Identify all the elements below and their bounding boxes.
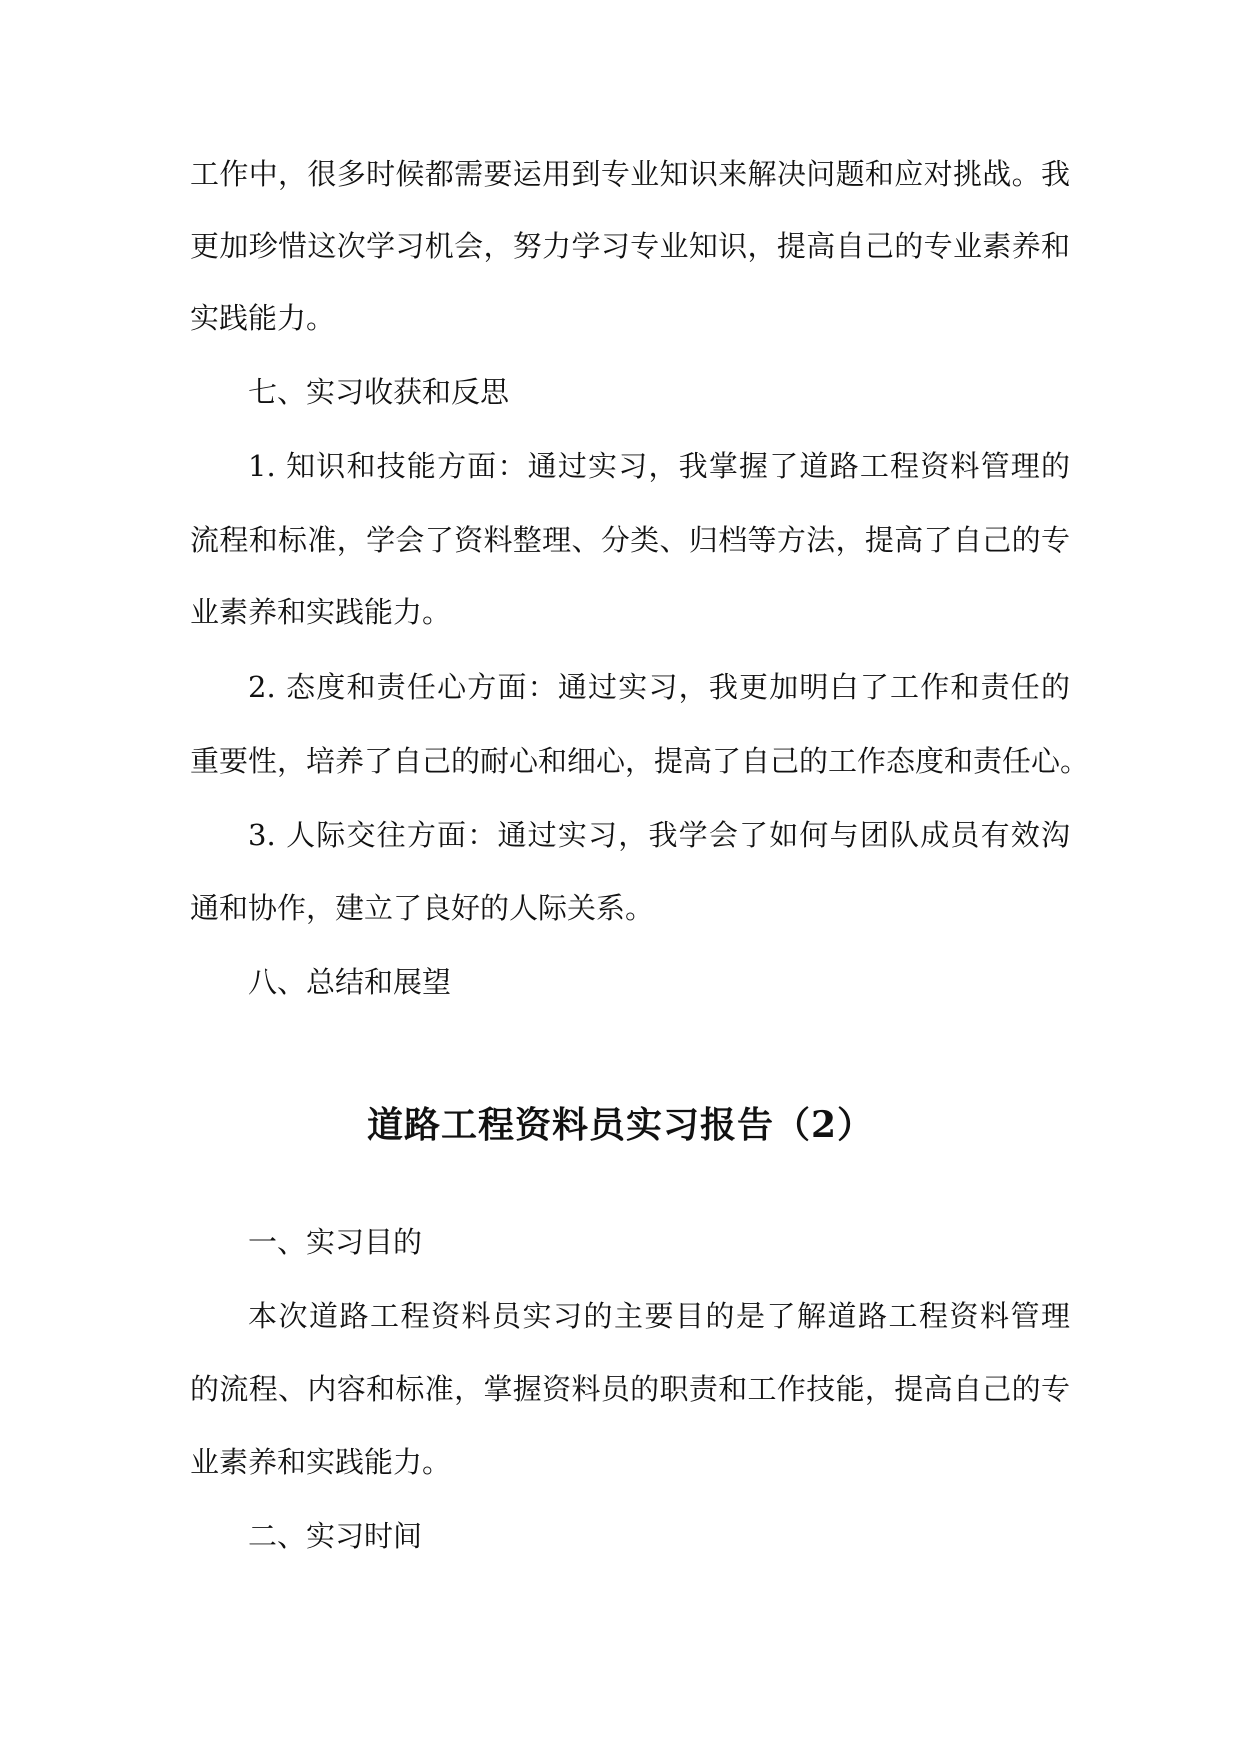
list-item-2: 2. 态度和责任心方面：通过实习，我更加明白了工作和责任的 — [248, 670, 1070, 704]
paragraph-line: 重要性，培养了自己的耐心和细心，提高了自己的工作态度和责任心。 — [190, 744, 1090, 778]
report-title: 道路工程资料员实习报告（2） — [366, 1104, 875, 1146]
paragraph-line: 业素养和实践能力。 — [190, 595, 452, 629]
paragraph-line: 的流程、内容和标准，掌握资料员的职责和工作技能，提高自己的专 — [190, 1372, 1070, 1406]
list-item-1: 1. 知识和技能方面：通过实习，我掌握了道路工程资料管理的 — [248, 449, 1070, 483]
section-heading-2: 二、实习时间 — [248, 1519, 423, 1553]
paragraph-line: 流程和标准，学会了资料整理、分类、归档等方法，提高了自己的专 — [190, 523, 1070, 557]
paragraph-line: 通和协作，建立了良好的人际关系。 — [190, 891, 655, 925]
section-heading-8: 八、总结和展望 — [248, 965, 452, 999]
paragraph-line: 本次道路工程资料员实习的主要目的是了解道路工程资料管理 — [248, 1299, 1070, 1333]
paragraph-line: 业素养和实践能力。 — [190, 1445, 452, 1479]
list-item-3: 3. 人际交往方面：通过实习，我学会了如何与团队成员有效沟 — [248, 818, 1070, 852]
section-heading-7: 七、实习收获和反思 — [248, 375, 510, 409]
paragraph-line: 工作中，很多时候都需要运用到专业知识来解决问题和应对挑战。我 — [190, 157, 1070, 191]
section-heading-1: 一、实习目的 — [248, 1225, 423, 1259]
paragraph-line: 更加珍惜这次学习机会，努力学习专业知识，提高自己的专业素养和 — [190, 229, 1070, 263]
paragraph-line: 实践能力。 — [190, 301, 336, 335]
